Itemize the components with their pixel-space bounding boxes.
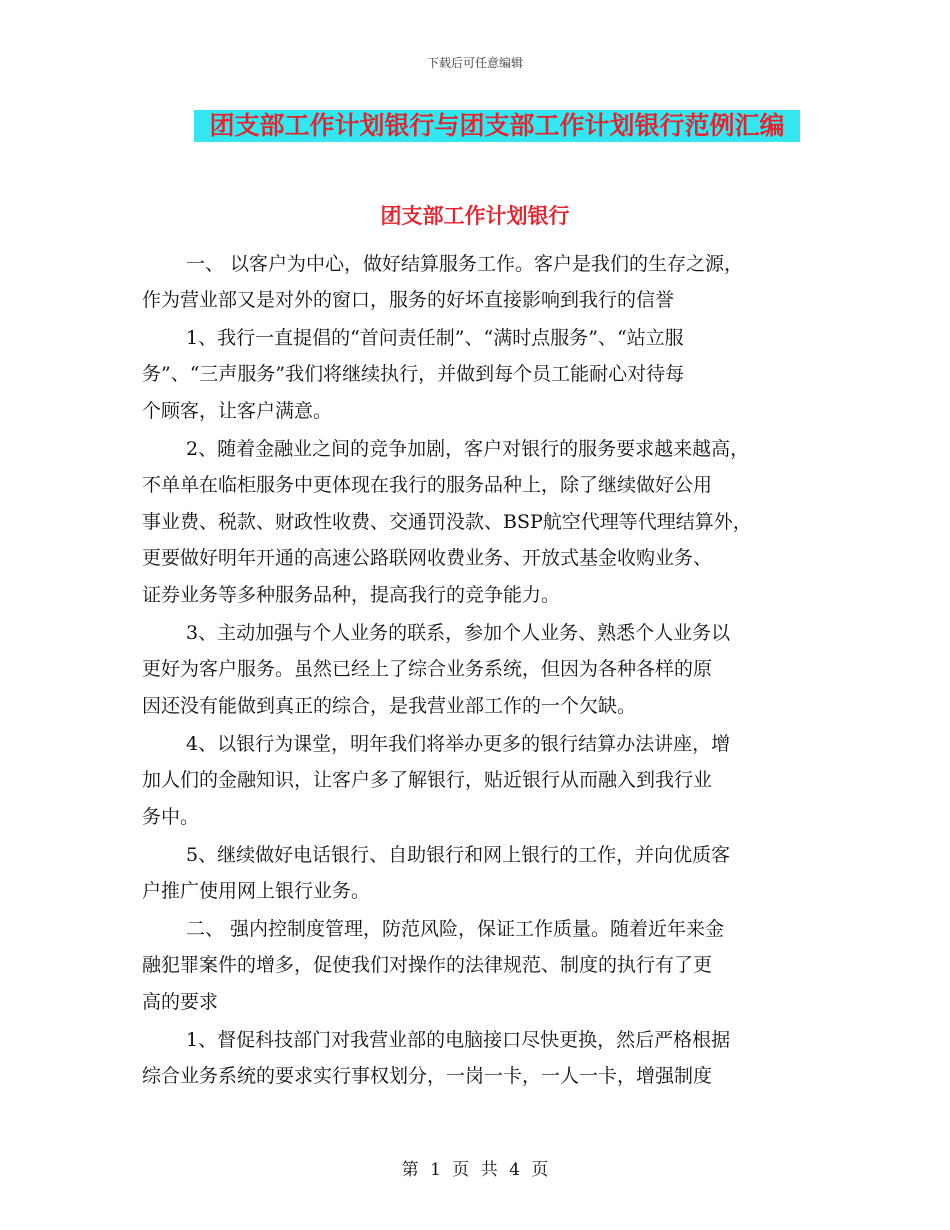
paragraph-line: 作为营业部又是对外的窗口，服务的好坏直接影响到我行的信誉	[142, 289, 675, 311]
paragraph-line: 务中。	[142, 806, 200, 828]
paragraph-line: 因还没有能做到真正的综合，是我营业部工作的一个欠缺。	[142, 695, 637, 717]
paragraph-line: 一、 以客户为中心，做好结算服务工作。客户是我们的生存之源，	[186, 253, 744, 275]
paragraph-line: 事业费、税款、财政性收费、交通罚没款、BSP航空代理等代理结算外，	[142, 511, 752, 533]
paragraph-line: 户推广使用网上银行业务。	[142, 880, 371, 902]
paragraph-line: 3、主动加强与个人业务的联系，参加个人业务、熟悉个人业务以	[186, 622, 731, 644]
paragraph-line: 更好为客户服务。虽然已经上了综合业务系统，但因为各种各样的原	[142, 658, 713, 680]
paragraph-line: 4、以银行为课堂，明年我们将举办更多的银行结算办法讲座，增	[186, 733, 731, 755]
paragraph-line: 高的要求	[142, 991, 219, 1013]
paragraph-line: 2、随着金融业之间的竞争加剧，客户对银行的服务要求越来越高，	[186, 438, 750, 460]
paragraph-line: 二、 强内控制度管理，防范风险，保证工作质量。随着近年来金	[186, 918, 725, 940]
paragraph-line: 5、继续做好电话银行、自助银行和网上银行的工作，并向优质客	[186, 844, 731, 866]
paragraph-line: 更要做好明年开通的高速公路联网收费业务、开放式基金收购业务、	[142, 547, 713, 569]
paragraph-line: 个顾客，让客户满意。	[142, 400, 333, 422]
paragraph-line: 务”、“三声服务”我们将继续执行，并做到每个员工能耐心对待每	[142, 363, 685, 385]
paragraph-line: 综合业务系统的要求实行事权划分，一岗一卡，一人一卡，增强制度	[142, 1065, 713, 1087]
header-note: 下载后可任意编辑	[426, 56, 523, 70]
paragraph-line: 1、我行一直提倡的“首问责任制”、“满时点服务”、“站立服	[186, 327, 684, 349]
paragraph-line: 加人们的金融知识，让客户多了解银行，贴近银行从而融入到我行业	[142, 769, 713, 791]
section-title: 团支部工作计划银行	[380, 204, 570, 228]
paragraph-line: 不单单在临柜服务中更体现在我行的服务品种上，除了继续做好公用	[142, 474, 713, 496]
paragraph-line: 融犯罪案件的增多，促使我们对操作的法律规范、制度的执行有了更	[142, 954, 713, 976]
paragraph-line: 证券业务等多种服务品种，提高我行的竞争能力。	[142, 584, 561, 606]
page-number: 第 1 页 共 4 页	[401, 1160, 549, 1180]
paragraph-line: 1、督促科技部门对我营业部的电脑接口尽快更换，然后严格根据	[186, 1029, 731, 1051]
document-title: 团支部工作计划银行与团支部工作计划银行范例汇编	[194, 110, 800, 142]
